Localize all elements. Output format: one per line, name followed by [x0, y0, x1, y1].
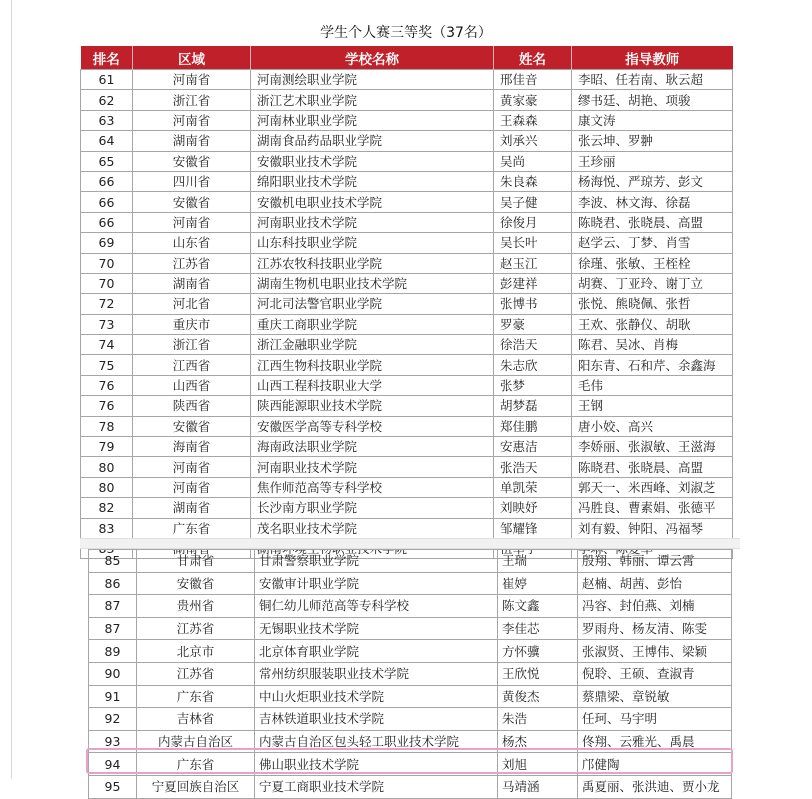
cell-teachers: 王钢	[572, 396, 733, 416]
cell-student: 王瑞	[498, 550, 578, 573]
cell-student: 邢佳音	[494, 70, 572, 90]
header-region: 区域	[133, 46, 251, 70]
cell-school: 安徽职业技术学院	[251, 151, 494, 171]
table-row	[81, 110, 733, 130]
cell-school: 江西生物科技职业学院	[251, 355, 494, 375]
cell-region: 安徽省	[137, 572, 255, 595]
cell-teachers: 禹夏丽、张洪迪、贾小龙	[578, 775, 732, 798]
cell-rank: 69	[81, 233, 133, 253]
cell-school: 铜仁幼儿师范高等专科学校	[255, 595, 498, 618]
cell-region: 河北省	[133, 294, 251, 314]
cell-school: 河南职业技术学院	[251, 212, 494, 232]
cell-student: 罗豪	[494, 314, 572, 334]
cell-teachers: 倪聆、王硕、查淑青	[578, 662, 732, 685]
cell-rank: 63	[81, 110, 133, 130]
cell-region: 安徽省	[133, 192, 251, 212]
cell-teachers: 张悦、熊晓佩、张哲	[572, 294, 733, 314]
table-row	[81, 273, 733, 293]
cell-school: 山西工程科技职业大学	[251, 375, 494, 395]
cell-region: 重庆市	[133, 314, 251, 334]
cell-rank: 61	[81, 70, 133, 90]
cell-rank: 74	[81, 335, 133, 355]
cell-teachers: 杨海悦、严琼芳、彭文	[572, 171, 733, 191]
cell-rank: 94	[89, 753, 137, 776]
cell-student: 黄俊杰	[498, 685, 578, 708]
cell-region: 湖南省	[133, 273, 251, 293]
cell-rank: 70	[81, 273, 133, 293]
cell-rank: 95	[89, 775, 137, 798]
cell-rank: 78	[81, 416, 133, 436]
table-row	[81, 253, 733, 273]
cell-school: 河南测绘职业学院	[251, 70, 494, 90]
cell-student: 张浩天	[494, 457, 572, 477]
cell-region: 河南省	[133, 212, 251, 232]
cell-teachers: 唐小姣、高兴	[572, 416, 733, 436]
cell-region: 河南省	[133, 110, 251, 130]
cell-region: 贵州省	[137, 595, 255, 618]
cell-teachers: 张淑贤、王博伟、梁颖	[578, 640, 732, 663]
cell-student: 邹耀锋	[494, 518, 572, 538]
table-row	[89, 550, 732, 573]
cell-student: 朱良森	[494, 171, 572, 191]
cell-school: 绵阳职业技术学院	[251, 171, 494, 191]
table-row	[89, 617, 732, 640]
cell-student: 黄家豪	[494, 90, 572, 110]
cell-region: 吉林省	[137, 708, 255, 731]
page-break-divider	[80, 538, 740, 549]
cell-rank: 80	[81, 477, 133, 497]
cell-rank: 87	[89, 617, 137, 640]
cell-rank: 65	[81, 151, 133, 171]
cell-region: 安徽省	[133, 416, 251, 436]
cell-school: 浙江艺术职业学院	[251, 90, 494, 110]
cell-rank: 83	[81, 518, 133, 538]
cell-rank: 91	[89, 685, 137, 708]
cell-teachers: 缪书廷、胡艳、项骏	[572, 90, 733, 110]
cell-region: 湖南省	[133, 131, 251, 151]
cell-region: 广东省	[133, 518, 251, 538]
cell-teachers: 陈君、吴冰、肖梅	[572, 335, 733, 355]
cell-region: 江苏省	[137, 662, 255, 685]
cell-school: 安徽医学高等专科学校	[251, 416, 494, 436]
cell-school: 北京体育职业学院	[255, 640, 498, 663]
table-row	[89, 708, 732, 731]
cell-school: 山东科技职业学院	[251, 233, 494, 253]
cell-region: 河南省	[133, 457, 251, 477]
table-row	[81, 70, 733, 90]
cell-teachers: 邝健陶	[578, 753, 732, 776]
cell-region: 山东省	[133, 233, 251, 253]
cell-region: 浙江省	[133, 90, 251, 110]
table-row	[89, 685, 732, 708]
cell-teachers: 蔡鼎梁、章锐敏	[578, 685, 732, 708]
header-rank: 排名	[81, 46, 133, 70]
table-row	[89, 753, 732, 776]
cell-school: 浙江金融职业学院	[251, 335, 494, 355]
awards-table-bottom	[88, 549, 732, 799]
table-row	[81, 498, 733, 518]
cell-rank: 79	[81, 437, 133, 457]
table-row	[89, 572, 732, 595]
table-row	[81, 212, 733, 232]
header-school: 学校名称	[251, 46, 494, 70]
cell-student: 胡梦磊	[494, 396, 572, 416]
cell-student: 徐俊月	[494, 212, 572, 232]
table-row	[81, 457, 733, 477]
cell-school: 内蒙古自治区包头轻工职业技术学院	[255, 730, 498, 753]
cell-student: 杨杰	[498, 730, 578, 753]
table-row	[81, 335, 733, 355]
cell-rank: 90	[89, 662, 137, 685]
cell-school: 吉林铁道职业技术学院	[255, 708, 498, 731]
cell-teachers: 阳东青、石和芹、余鑫海	[572, 355, 733, 375]
cell-region: 安徽省	[133, 151, 251, 171]
cell-student: 王欣悦	[498, 662, 578, 685]
cell-school: 长沙南方职业学院	[251, 498, 494, 518]
cell-teachers: 殷翔、韩丽、谭云霄	[578, 550, 732, 573]
table-row	[81, 171, 733, 191]
table-row	[81, 314, 733, 334]
table-row	[89, 662, 732, 685]
cell-teachers: 张云坤、罗翀	[572, 131, 733, 151]
cell-student: 吴长叶	[494, 233, 572, 253]
cell-school: 安徽审计职业学院	[255, 572, 498, 595]
cell-student: 崔婷	[498, 572, 578, 595]
cell-student: 刘旭	[498, 753, 578, 776]
cell-school: 茂名职业技术学院	[251, 518, 494, 538]
cell-school: 湖南生物机电职业技术学院	[251, 273, 494, 293]
cell-rank: 76	[81, 396, 133, 416]
cell-rank: 92	[89, 708, 137, 731]
cell-region: 宁夏回族自治区	[137, 775, 255, 798]
cell-teachers: 毛伟	[572, 375, 733, 395]
cell-student: 李佳芯	[498, 617, 578, 640]
cell-student: 赵玉江	[494, 253, 572, 273]
cell-region: 江西省	[133, 355, 251, 375]
table-row	[81, 518, 733, 538]
cell-student: 刘承兴	[494, 131, 572, 151]
cell-region: 江苏省	[133, 253, 251, 273]
cell-teachers: 李娇丽、张淑敏、王滋海	[572, 437, 733, 457]
cell-rank: 89	[89, 640, 137, 663]
cell-teachers: 康文涛	[572, 110, 733, 130]
cell-student: 吴子健	[494, 192, 572, 212]
table-row	[81, 151, 733, 171]
cell-student: 安惠洁	[494, 437, 572, 457]
cell-student: 彭建祥	[494, 273, 572, 293]
cell-rank: 64	[81, 131, 133, 151]
cell-teachers: 徐瑾、张敏、王桎栓	[572, 253, 733, 273]
cell-teachers: 郭天一、米西峰、刘淑芝	[572, 477, 733, 497]
cell-rank: 76	[81, 375, 133, 395]
cell-rank: 93	[89, 730, 137, 753]
cell-student: 张梦	[494, 375, 572, 395]
cell-student: 张博书	[494, 294, 572, 314]
cell-rank: 80	[81, 457, 133, 477]
table-row	[81, 90, 733, 110]
page-left-rule	[11, 0, 12, 779]
table-title: 学生个人赛三等奖（37名）	[320, 25, 492, 41]
table-row	[81, 437, 733, 457]
table-row	[81, 396, 733, 416]
cell-teachers: 罗雨舟、杨友清、陈雯	[578, 617, 732, 640]
cell-school: 安徽机电职业技术学院	[251, 192, 494, 212]
cell-student: 方怀骥	[498, 640, 578, 663]
cell-student: 刘映妤	[494, 498, 572, 518]
cell-school: 河北司法警官职业学院	[251, 294, 494, 314]
cell-region: 河南省	[133, 70, 251, 90]
cell-teachers: 李昭、任若南、耿云超	[572, 70, 733, 90]
table-row	[81, 477, 733, 497]
cell-region: 河南省	[133, 477, 251, 497]
cell-teachers: 王欢、张静仪、胡耿	[572, 314, 733, 334]
cell-student: 单凯荣	[494, 477, 572, 497]
table-row	[81, 131, 733, 151]
cell-school: 中山火炬职业技术学院	[255, 685, 498, 708]
table-row	[81, 233, 733, 253]
cell-rank: 87	[89, 595, 137, 618]
header-teachers: 指导教师	[572, 46, 733, 70]
cell-region: 四川省	[133, 171, 251, 191]
cell-rank: 85	[89, 550, 137, 573]
cell-school: 无锡职业技术学院	[255, 617, 498, 640]
cell-school: 佛山职业技术学院	[255, 753, 498, 776]
cell-rank: 75	[81, 355, 133, 375]
cell-student: 朱浩	[498, 708, 578, 731]
cell-student: 陈文鑫	[498, 595, 578, 618]
table-row	[89, 730, 732, 753]
cell-teachers: 任珂、马宇明	[578, 708, 732, 731]
table-row	[81, 355, 733, 375]
cell-region: 内蒙古自治区	[137, 730, 255, 753]
cell-rank: 66	[81, 192, 133, 212]
cell-school: 海南政法职业学院	[251, 437, 494, 457]
cell-teachers: 佟翔、云雅光、禹晨	[578, 730, 732, 753]
cell-region: 海南省	[133, 437, 251, 457]
cell-region: 江苏省	[137, 617, 255, 640]
cell-rank: 86	[89, 572, 137, 595]
cell-teachers: 王珍丽	[572, 151, 733, 171]
cell-student: 朱志欣	[494, 355, 572, 375]
cell-region: 湖南省	[133, 498, 251, 518]
cell-school: 甘肃警察职业学院	[255, 550, 498, 573]
cell-teachers: 胡赛、丁亚玲、谢丁立	[572, 273, 733, 293]
cell-rank: 62	[81, 90, 133, 110]
cell-school: 焦作师范高等专科学校	[251, 477, 494, 497]
cell-school: 宁夏工商职业技术学院	[255, 775, 498, 798]
cell-region: 甘肃省	[137, 550, 255, 573]
cell-rank: 66	[81, 171, 133, 191]
cell-rank: 73	[81, 314, 133, 334]
cell-region: 广东省	[137, 753, 255, 776]
cell-school: 河南职业技术学院	[251, 457, 494, 477]
table-header-row	[81, 46, 733, 70]
cell-school: 重庆工商职业学院	[251, 314, 494, 334]
cell-rank: 82	[81, 498, 133, 518]
cell-rank: 72	[81, 294, 133, 314]
cell-school: 江苏农牧科技职业学院	[251, 253, 494, 273]
cell-region: 山西省	[133, 375, 251, 395]
cell-region: 陕西省	[133, 396, 251, 416]
table-row	[81, 192, 733, 212]
cell-school: 河南林业职业学院	[251, 110, 494, 130]
cell-teachers: 陈晓君、张晓晨、高盟	[572, 212, 733, 232]
table-row	[81, 375, 733, 395]
header-student: 姓名	[494, 46, 572, 70]
table-row	[81, 294, 733, 314]
cell-teachers: 冯胜良、曹素娟、张德平	[572, 498, 733, 518]
cell-teachers: 李波、林文海、徐磊	[572, 192, 733, 212]
cell-region: 北京市	[137, 640, 255, 663]
cell-school: 常州纺织服装职业技术学院	[255, 662, 498, 685]
cell-teachers: 冯容、封伯燕、刘楠	[578, 595, 732, 618]
table-row	[89, 640, 732, 663]
cell-school: 陕西能源职业技术学院	[251, 396, 494, 416]
cell-teachers: 陈晓君、张晓晨、高盟	[572, 457, 733, 477]
cell-student: 王森森	[494, 110, 572, 130]
table-row	[89, 595, 732, 618]
cell-student: 吴尚	[494, 151, 572, 171]
cell-student: 郑佳鹏	[494, 416, 572, 436]
awards-table-top	[80, 46, 733, 559]
cell-teachers: 赵楠、胡茜、彭怡	[578, 572, 732, 595]
cell-student: 马靖涵	[498, 775, 578, 798]
cell-student: 徐浩天	[494, 335, 572, 355]
cell-region: 浙江省	[133, 335, 251, 355]
table-row	[81, 416, 733, 436]
cell-region: 广东省	[137, 685, 255, 708]
cell-school: 湖南食品药品职业学院	[251, 131, 494, 151]
cell-rank: 70	[81, 253, 133, 273]
cell-rank: 66	[81, 212, 133, 232]
cell-teachers: 刘有毅、钟阳、冯福琴	[572, 518, 733, 538]
cell-teachers: 赵学云、丁梦、肖雪	[572, 233, 733, 253]
